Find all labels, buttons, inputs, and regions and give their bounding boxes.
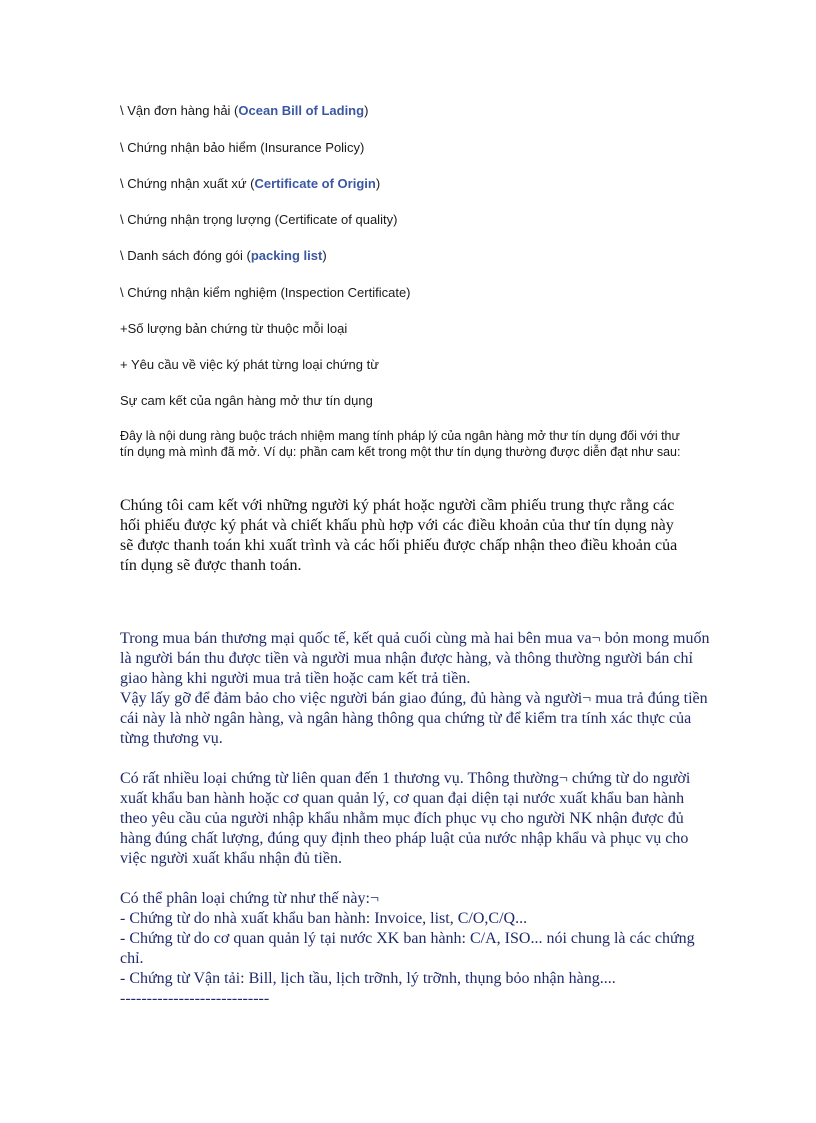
doc-item-text: \ Chứng nhận xuất xứ ( [120, 176, 255, 191]
list-item-authority-docs: - Chứng từ do cơ quan quản lý tại nước XK ban hành: C/A, ISO... nói chung là các chứng chỉ. [120, 930, 695, 967]
doc-item-insurance-policy [120, 139, 364, 156]
doc-item-suffix: ) [364, 103, 369, 118]
certificate-of-origin-link[interactable]: Certificate of Origin [254, 176, 376, 191]
paragraph-classification: Có thể phân loại chứng từ như thế này:¬ [120, 890, 379, 907]
list-item-transport-docs: - Chứng từ Vận tải: Bill, lịch tầu, lịch trỡnh, lý trỡnh, thụng bỏo nhận hàng.... [120, 970, 616, 987]
doc-item-packing-list [120, 247, 327, 264]
doc-item-text: \ Chứng nhận kiểm nghiệm (Inspection Certificate) [120, 285, 411, 300]
paragraph-bank-role: Vậy lấy gỡ để đảm bảo cho việc người bán giao đúng, đủ hàng và người¬ mua trả đúng tiền cái này là nhờ ngân hàng, và ngân hàng thông qua chứng từ để kiểm tra tính xác thực của từng thương vụ. [120, 690, 708, 747]
commitment-example: Chúng tôi cam kết với những người ký phát hoặc người cầm phiếu trung thực rằng các hối phiếu được ký phát và chiết khấu phù hợp với các điều khoản của thư tín dụng này sẽ được thanh toán khi xuất trình và các hối phiếu được chấp nhận theo điều khoản của tín dụng sẽ được thanh toán. [120, 497, 678, 574]
doc-item-text: \ Chứng nhận bảo hiểm (Insurance Policy) [120, 140, 365, 155]
copies-line: +Số lượng bản chứng từ thuộc mỗi loại [120, 321, 348, 336]
doc-item-text: \ Vận đơn hàng hải ( [120, 103, 239, 118]
spacer [120, 749, 710, 769]
doc-item-suffix: ) [322, 248, 327, 263]
doc-item-bill-of-lading [120, 102, 368, 119]
commitment-heading: Sự cam kết của ngân hàng mở thư tín dụng [120, 393, 373, 408]
separator-line: ---------------------------- [120, 990, 270, 1007]
doc-item-suffix: ) [375, 176, 381, 191]
doc-item-certificate-of-origin [120, 175, 380, 192]
packing-list-link[interactable]: packing list [250, 248, 323, 263]
paragraph-document-types: Có rất nhiều loại chứng từ liên quan đến 1 thương vụ. Thông thường¬ chứng từ do người xuất khẩu ban hành hoặc cơ quan quản lý, cơ quan đại diện tại nước xuất khẩu ban hành theo yêu cầu của người nhập khẩu nhằm mục đích phục vụ cho người NK nhận được đủ hàng đúng chất lượng, đúng quy định theo pháp luật của nước nhập khẩu và phục vụ cho việc người xuất khẩu nhận đủ tiền. [120, 770, 691, 867]
doc-item-inspection-certificate [120, 284, 411, 301]
doc-item-text: \ Chứng nhận trọng lượng (Certificate of quality) [120, 212, 398, 227]
doc-item-certificate-of-quality [120, 211, 397, 228]
ocean-bill-of-lading-link[interactable]: Ocean Bill of Lading [238, 103, 365, 118]
list-item-exporter-docs: - Chứng từ do nhà xuất khẩu ban hành: Invoice, list, C/O,C/Q... [120, 910, 528, 927]
request-line: + Yêu cầu về việc ký phát từng loại chứng từ [120, 357, 379, 372]
spacer [120, 869, 710, 889]
commitment-intro: Đây là nội dung ràng buộc trách nhiệm mang tính pháp lý của ngân hàng mở thư tín dụng đối với thư tín dụng mà mình đã mở. Ví dụ: phần cam kết trong một thư tín dụng thường được diễn đạt như sau: [120, 429, 681, 459]
doc-item-text: \ Danh sách đóng gói ( [120, 248, 251, 263]
paragraph-trade-outcome: Trong mua bán thương mại quốc tế, kết quả cuối cùng mà hai bên mua va¬ bỏn mong muốn là người bán thu được tiền và người mua nhận được hàng, và thông thường người bán chỉ giao hàng khi người mua trả tiền hoặc cam kết trả tiền. [120, 630, 710, 687]
blue-section [120, 629, 710, 1009]
